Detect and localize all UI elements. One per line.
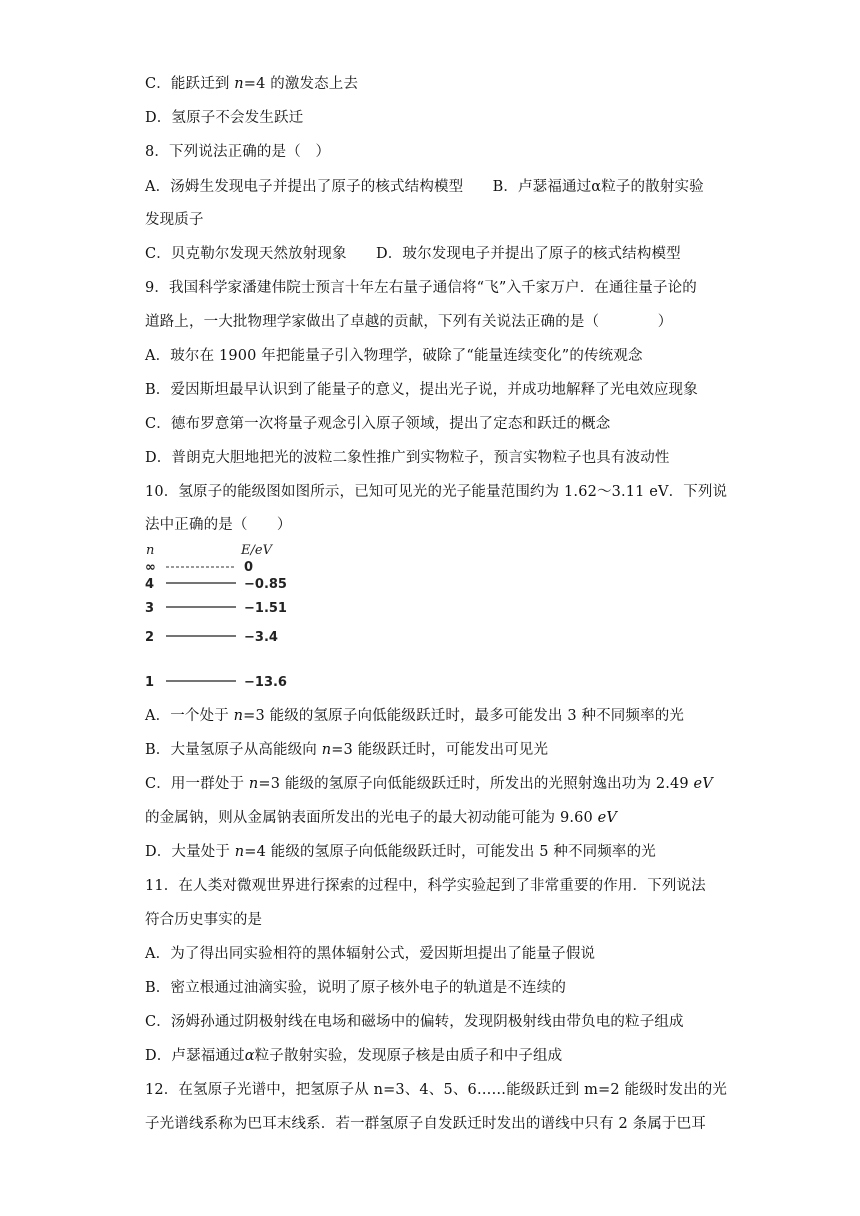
q10-stem-1: 10．氢原子的能级图如图所示，已知可见光的光子能量范围约为 1.62～3.11 eV．下列说 bbox=[145, 484, 728, 500]
level-n-2: 2 bbox=[145, 630, 155, 645]
q8-stem: 8．下列说法正确的是（ ） bbox=[145, 144, 331, 160]
q10-option-c bbox=[145, 772, 713, 793]
unit-ev: eV bbox=[597, 810, 617, 826]
q9-option-a: A．玻尔在 1900 年把能量子引入物理学，破除了“能量连续变化”的传统观念 bbox=[145, 348, 643, 364]
level-e-inf: 0 bbox=[244, 560, 254, 575]
q10-stem-2: 法中正确的是（ ） bbox=[145, 517, 292, 533]
text: =4 能级的氢原子向低能级跃迁时，可能发出 5 种不同频率的光 bbox=[244, 844, 656, 860]
q11-stem-2: 符合历史事实的是 bbox=[145, 912, 263, 928]
text: B．大量氢原子从高能级向 bbox=[145, 742, 322, 758]
q7-option-d: D．氢原子不会发生跃迁 bbox=[145, 110, 304, 126]
text: 的金属钠，则从金属钠表面所发出的光电子的最大初动能可能为 9.60 bbox=[145, 810, 598, 826]
text: =4 的激发态上去 bbox=[243, 76, 359, 92]
var-n: n bbox=[321, 742, 332, 758]
text: =3 能级跃迁时，可能发出可见光 bbox=[331, 742, 549, 758]
unit-ev: eV bbox=[693, 776, 713, 792]
q9-option-c: C．德布罗意第一次将量子观念引入原子领域，提出了定态和跃迁的概念 bbox=[145, 416, 611, 432]
text: C．能跃迁到 bbox=[145, 76, 235, 92]
text: =3 能级的氢原子向低能级跃迁时，最多可能发出 3 种不同频率的光 bbox=[243, 708, 685, 724]
var-n: n bbox=[248, 776, 259, 792]
q10-option-a bbox=[145, 704, 684, 725]
level-e-1: −13.6 bbox=[244, 675, 287, 690]
q10-option-b bbox=[145, 738, 548, 759]
q10-option-c-cont bbox=[145, 806, 617, 827]
q7-option-c bbox=[145, 72, 358, 93]
q8-option-b-cont: 发现质子 bbox=[145, 212, 204, 228]
q12-stem-1: 12．在氢原子光谱中，把氢原子从 n=3、4、5、6……能级跃迁到 m=2 能级时发出的光 bbox=[145, 1082, 728, 1098]
q11-option-a: A．为了得出同实验相符的黑体辐射公式，爱因斯坦提出了能量子假说 bbox=[145, 946, 596, 962]
q9-option-b: B．爱因斯坦最早认识到了能量子的意义，提出光子说，并成功地解释了光电效应现象 bbox=[145, 382, 698, 398]
q11-option-d bbox=[145, 1044, 562, 1065]
level-e-4: −0.85 bbox=[244, 577, 287, 592]
q11-stem-1: 11．在人类对微观世界进行探索的过程中，科学实验起到了非常重要的作用．下列说法 bbox=[145, 878, 706, 894]
q9-stem-1: 9．我国科学家潘建伟院士预言十年左右量子通信将“飞”入千家万户．在通往量子论的 bbox=[145, 280, 697, 296]
q12-stem-2: 子光谱线系称为巴耳末线系．若一群氢原子自发跃迁时发出的谱线中只有 2 条属于巴耳 bbox=[145, 1116, 706, 1132]
text: 粒子散射实验，发现原子核是由质子和中子组成 bbox=[254, 1048, 563, 1064]
energy-level-diagram bbox=[140, 540, 310, 696]
var-n: n bbox=[234, 844, 245, 860]
level-e-3: −1.51 bbox=[244, 601, 287, 616]
e-axis-label: E/eV bbox=[241, 543, 272, 558]
text: D．卢瑟福通过 bbox=[145, 1048, 245, 1064]
q8-options-ab: A．汤姆生发现电子并提出了原子的核式结构模型 B．卢瑟福通过α粒子的散射实验 bbox=[145, 179, 704, 195]
q11-option-c: C．汤姆孙通过阴极射线在电场和磁场中的偏转，发现阴极射线由带负电的粒子组成 bbox=[145, 1014, 684, 1030]
q9-option-d: D．普朗克大胆地把光的波粒二象性推广到实物粒子，预言实物粒子也具有波动性 bbox=[145, 450, 670, 466]
level-n-3: 3 bbox=[145, 601, 155, 616]
level-n-4: 4 bbox=[145, 577, 155, 592]
text: D．大量处于 bbox=[145, 844, 235, 860]
text: A．一个处于 bbox=[145, 708, 234, 724]
text: =3 能级的氢原子向低能级跃迁时，所发出的光照射逸出功为 2.49 bbox=[258, 776, 694, 792]
q9-stem-2: 道路上，一大批物理学家做出了卓越的贡献，下列有关说法正确的是（ ） bbox=[145, 314, 673, 330]
q10-option-d bbox=[145, 840, 656, 861]
level-e-2: −3.4 bbox=[244, 630, 278, 645]
symbol-alpha: α bbox=[244, 1048, 255, 1064]
q11-option-b: B．密立根通过油滴实验，说明了原子核外电子的轨道是不连续的 bbox=[145, 980, 567, 996]
level-n-1: 1 bbox=[145, 675, 155, 690]
var-n: n bbox=[233, 708, 244, 724]
q8-options-cd: C．贝克勒尔发现天然放射现象 D．玻尔发现电子并提出了原子的核式结构模型 bbox=[145, 246, 681, 262]
text: C．用一群处于 bbox=[145, 776, 249, 792]
level-n-inf: ∞ bbox=[145, 560, 156, 575]
var-n: n bbox=[234, 76, 244, 92]
n-axis-label: n bbox=[146, 543, 155, 558]
